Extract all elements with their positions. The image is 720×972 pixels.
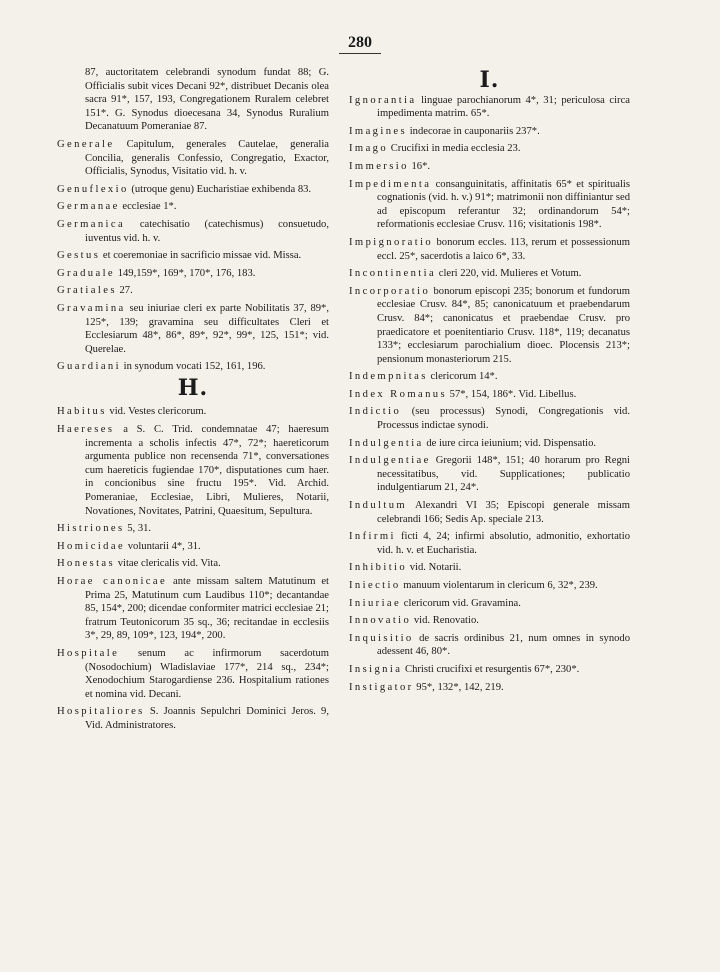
index-entry: Indulgentiae Gregorii 148*, 151; 40 horarum pro Regni necessitatibus, vid. Supplicationes; publicatio indulgentiarum 21, 24*.: [349, 455, 630, 494]
index-entry: Insignia Christi crucifixi et resurgentis 67*, 230*.: [349, 663, 580, 675]
index-entry: Indulgentia de iure circa ieiunium; vid. Dispensatio.: [349, 437, 597, 449]
index-entry: Germanae ecclesiae 1*.: [57, 201, 177, 213]
index-entry: Generale Capitulum, generales Cautelae, generalia Concilia, generalis Confessio, Congregatio, Exactor, Officialis, Synodus, Visitatio vid. h. v.: [57, 138, 329, 178]
headword: Indulgentia: [349, 437, 424, 449]
headword: Incorporatio: [349, 285, 431, 297]
headword: Imagines: [349, 125, 408, 137]
page-number: 280: [0, 34, 720, 54]
right-column: [349, 67, 631, 698]
headword: Graduale: [57, 267, 116, 279]
headword: Inquisitio: [349, 632, 414, 644]
index-entry: Gravamina seu iniuriae cleri ex parte Nobilitatis 37, 89*, 125*, 139; gravamina seu difficultates Cleri et Ecclesiarum 48*, 86*, 89*, 92*, 99*, 125, 151*; vid. Querelae.: [57, 302, 329, 355]
g-entries: [57, 138, 329, 374]
headword: Instigator: [349, 681, 414, 693]
headword: Index Romanus: [349, 388, 447, 400]
headword: Innovatio: [349, 615, 412, 627]
index-entry: Impignoratio bonorum eccles. 113, rerum et possessionum eccl. 25*, sacerdotis a laico 6*, 33.: [349, 236, 630, 262]
index-entry: Incorporatio bonorum episcopi 235; bonorum et fundorum ecclesiae Crusv. 84*, 85; canonicatuum et praebendarum Crusv. 84*; canonicatus et praebendae Crusv. pro praedicatore et poenitentiario Crusv. 118*, 119; decanatus 133*; ecclesiarum parochialium dioec. Plocensis 213*; pensionum monasteriorum 215.: [349, 285, 630, 365]
headword: Histriones: [57, 523, 125, 535]
headword: Insignia: [349, 663, 403, 675]
index-entry: Hospitaliores S. Joannis Sepulchri Dominici Jeros. 9, Vid. Administratores.: [57, 706, 329, 731]
headword: Indulgentiae: [349, 455, 431, 467]
headword: Homicidae: [57, 540, 126, 552]
headword: Genuflexio: [57, 183, 129, 195]
index-entry: Ignorantia linguae parochianorum 4*, 31; periculosa circa impedimenta matrim. 65*.: [349, 94, 630, 120]
headword: Germanae: [57, 201, 120, 213]
headword: Gratiales: [57, 285, 117, 297]
section-heading-i: I.: [479, 67, 500, 93]
index-entry: Habitus vid. Vestes clericorum.: [57, 406, 207, 418]
index-entry: Indultum Alexandri VI 35; Episcopi generale missam celebrandi 166; Sedis Ap. speciale 213.: [349, 500, 630, 525]
headword: Hospitale: [57, 647, 120, 659]
headword: Indempnitas: [349, 371, 428, 383]
index-entry: Histriones 5, 31.: [57, 523, 152, 535]
index-entry: Indempnitas clericorum 14*.: [349, 371, 498, 383]
index-entry: Honestas vitae clericalis vid. Vita.: [57, 558, 221, 570]
headword: Impignoratio: [349, 236, 434, 248]
headword: Iniectio: [349, 580, 401, 591]
page-number-rule: [339, 53, 381, 54]
headword: Haereses: [57, 424, 115, 436]
headword: Incontinentia: [349, 268, 437, 280]
headword: Guardiani: [57, 361, 121, 373]
index-entry: Index Romanus 57*, 154, 186*. Vid. Libellus.: [349, 388, 577, 400]
h-entries: [57, 405, 329, 732]
headword: Ignorantia: [349, 94, 417, 106]
headword: Horae canonicae: [57, 576, 168, 587]
index-entry: Incontinentia cleri 220, vid. Mulieres et Votum.: [349, 268, 582, 280]
headword: Iniuriae: [349, 597, 402, 609]
index-entry: Guardiani in synodum vocati 152, 161, 196.: [57, 361, 266, 373]
index-entry: Iniectio manuum violentarum in clericum 6, 32*, 239.: [349, 580, 598, 591]
headword: Honestas: [57, 558, 116, 570]
headword: Infirmi: [349, 531, 396, 543]
index-entry: Instigator 95*, 132*, 142, 219.: [349, 681, 504, 693]
index-entry: Imagines indecorae in cauponariis 237*.: [349, 125, 540, 137]
index-entry: Inquisitio de sacris ordinibus 21, num omnes in synodo adessent 46, 80*.: [349, 632, 631, 658]
index-entry: Innovatio vid. Renovatio.: [349, 615, 479, 627]
headword: Habitus: [57, 406, 107, 418]
index-entry: Inhibitio vid. Notarii.: [349, 562, 462, 574]
index-entry: Gestus et coeremoniae in sacrificio missae vid. Missa.: [57, 250, 302, 262]
headword: Imago: [349, 143, 389, 155]
index-entry: Infirmi ficti 4, 24; infirmi absolutio, admonitio, exhortatio vid. h. v. et Eucharistia.: [349, 531, 630, 556]
headword: Indictio: [349, 406, 402, 418]
headword: Inhibitio: [349, 562, 408, 574]
index-entry: Graduale 149,159*, 169*, 170*, 176, 183.: [57, 267, 256, 279]
left-column: [57, 66, 329, 737]
index-entry: Germanica catechisatio (catechismus) consuetudo, iuventus vid. h. v.: [57, 218, 329, 244]
index-entry: Indictio (seu processus) Synodi, Congregationis vid. Processus indictae synodi.: [349, 406, 630, 432]
index-entry: Imago Crucifixi in media ecclesia 23.: [349, 143, 521, 155]
index-entry: Genuflexio (utroque genu) Eucharistiae exhibenda 83.: [57, 183, 312, 195]
index-entry: Hospitale senum ac infirmorum sacerdotum (Nosodochium) Wladislaviae 177*, 214 sq., 234*; Xenodochium Starogardiense 236. Hospitalium rationes et nomina vid. Decani.: [57, 647, 329, 700]
headword: Gestus: [57, 250, 101, 262]
index-entry: Gratiales 27.: [57, 285, 133, 297]
index-entry: Horae canonicae ante missam saltem Matutinum et Prima 25, Matutinum cum Laudibus 110*; decantandae 85, 154*, 200; dicendae conformiter matrici ecclesiae 21; fratrum Teutonicorum 35 sq., 36; recitandae in ecclesiis 3*, 29, 89, 109*, 123, 194*, 200.: [57, 576, 330, 642]
index-entry: Homicidae voluntarii 4*, 31.: [57, 540, 201, 552]
index-entry: Iniuriae clericorum vid. Gravamina.: [349, 597, 521, 609]
index-entry: Haereses a S. C. Trid. condemnatae 47; haeresum incrementa a scholis infectis 47*, 72*; haereticorum argumenta publice non recensenda 71*, conversationes cum haereticis fugiendae 170*, disputationes cum haer. in concionibus sine fructu 195*. Vid. Archid. Pomeraniae, Ecclesiae, Libri, Mulieres, Notarii, Novationes, Novitates, Patrini, Quaesitum, Sepultura.: [57, 424, 329, 517]
g-continuation: 87, auctoritatem celebrandi synodum fundat 88; G. Officialis subit vices Decani 92*, distribuet Decanis olea sacra 91*, 157, 193, Congregationem Ruralem celebret 151*. G. Synodus dioecesana 34, Synodus Ruralium Decanatuum Pomeraniae 87.: [85, 67, 329, 133]
headword: Impedimenta: [349, 178, 432, 190]
headword: Gravamina: [57, 302, 126, 314]
headword: Indultum: [349, 500, 408, 512]
section-heading-h: H.: [177, 374, 209, 401]
index-entry: Immersio 16*.: [349, 160, 431, 172]
headword: Immersio: [349, 160, 409, 172]
headword: Generale: [57, 138, 115, 150]
index-entry: Impedimenta consanguinitatis, affinitatis 65* et spiritualis cognationis (vid. h. v.) 91*; matrimonii non diffiniantur sed ad episcopum referantur 32; ordinandorum 54*; reformationis ecclesiae Crusv. 116; visitationis 198*.: [349, 178, 630, 231]
headword: Hospitaliores: [57, 706, 145, 718]
i-entries: [349, 94, 630, 695]
headword: Germanica: [57, 218, 126, 230]
